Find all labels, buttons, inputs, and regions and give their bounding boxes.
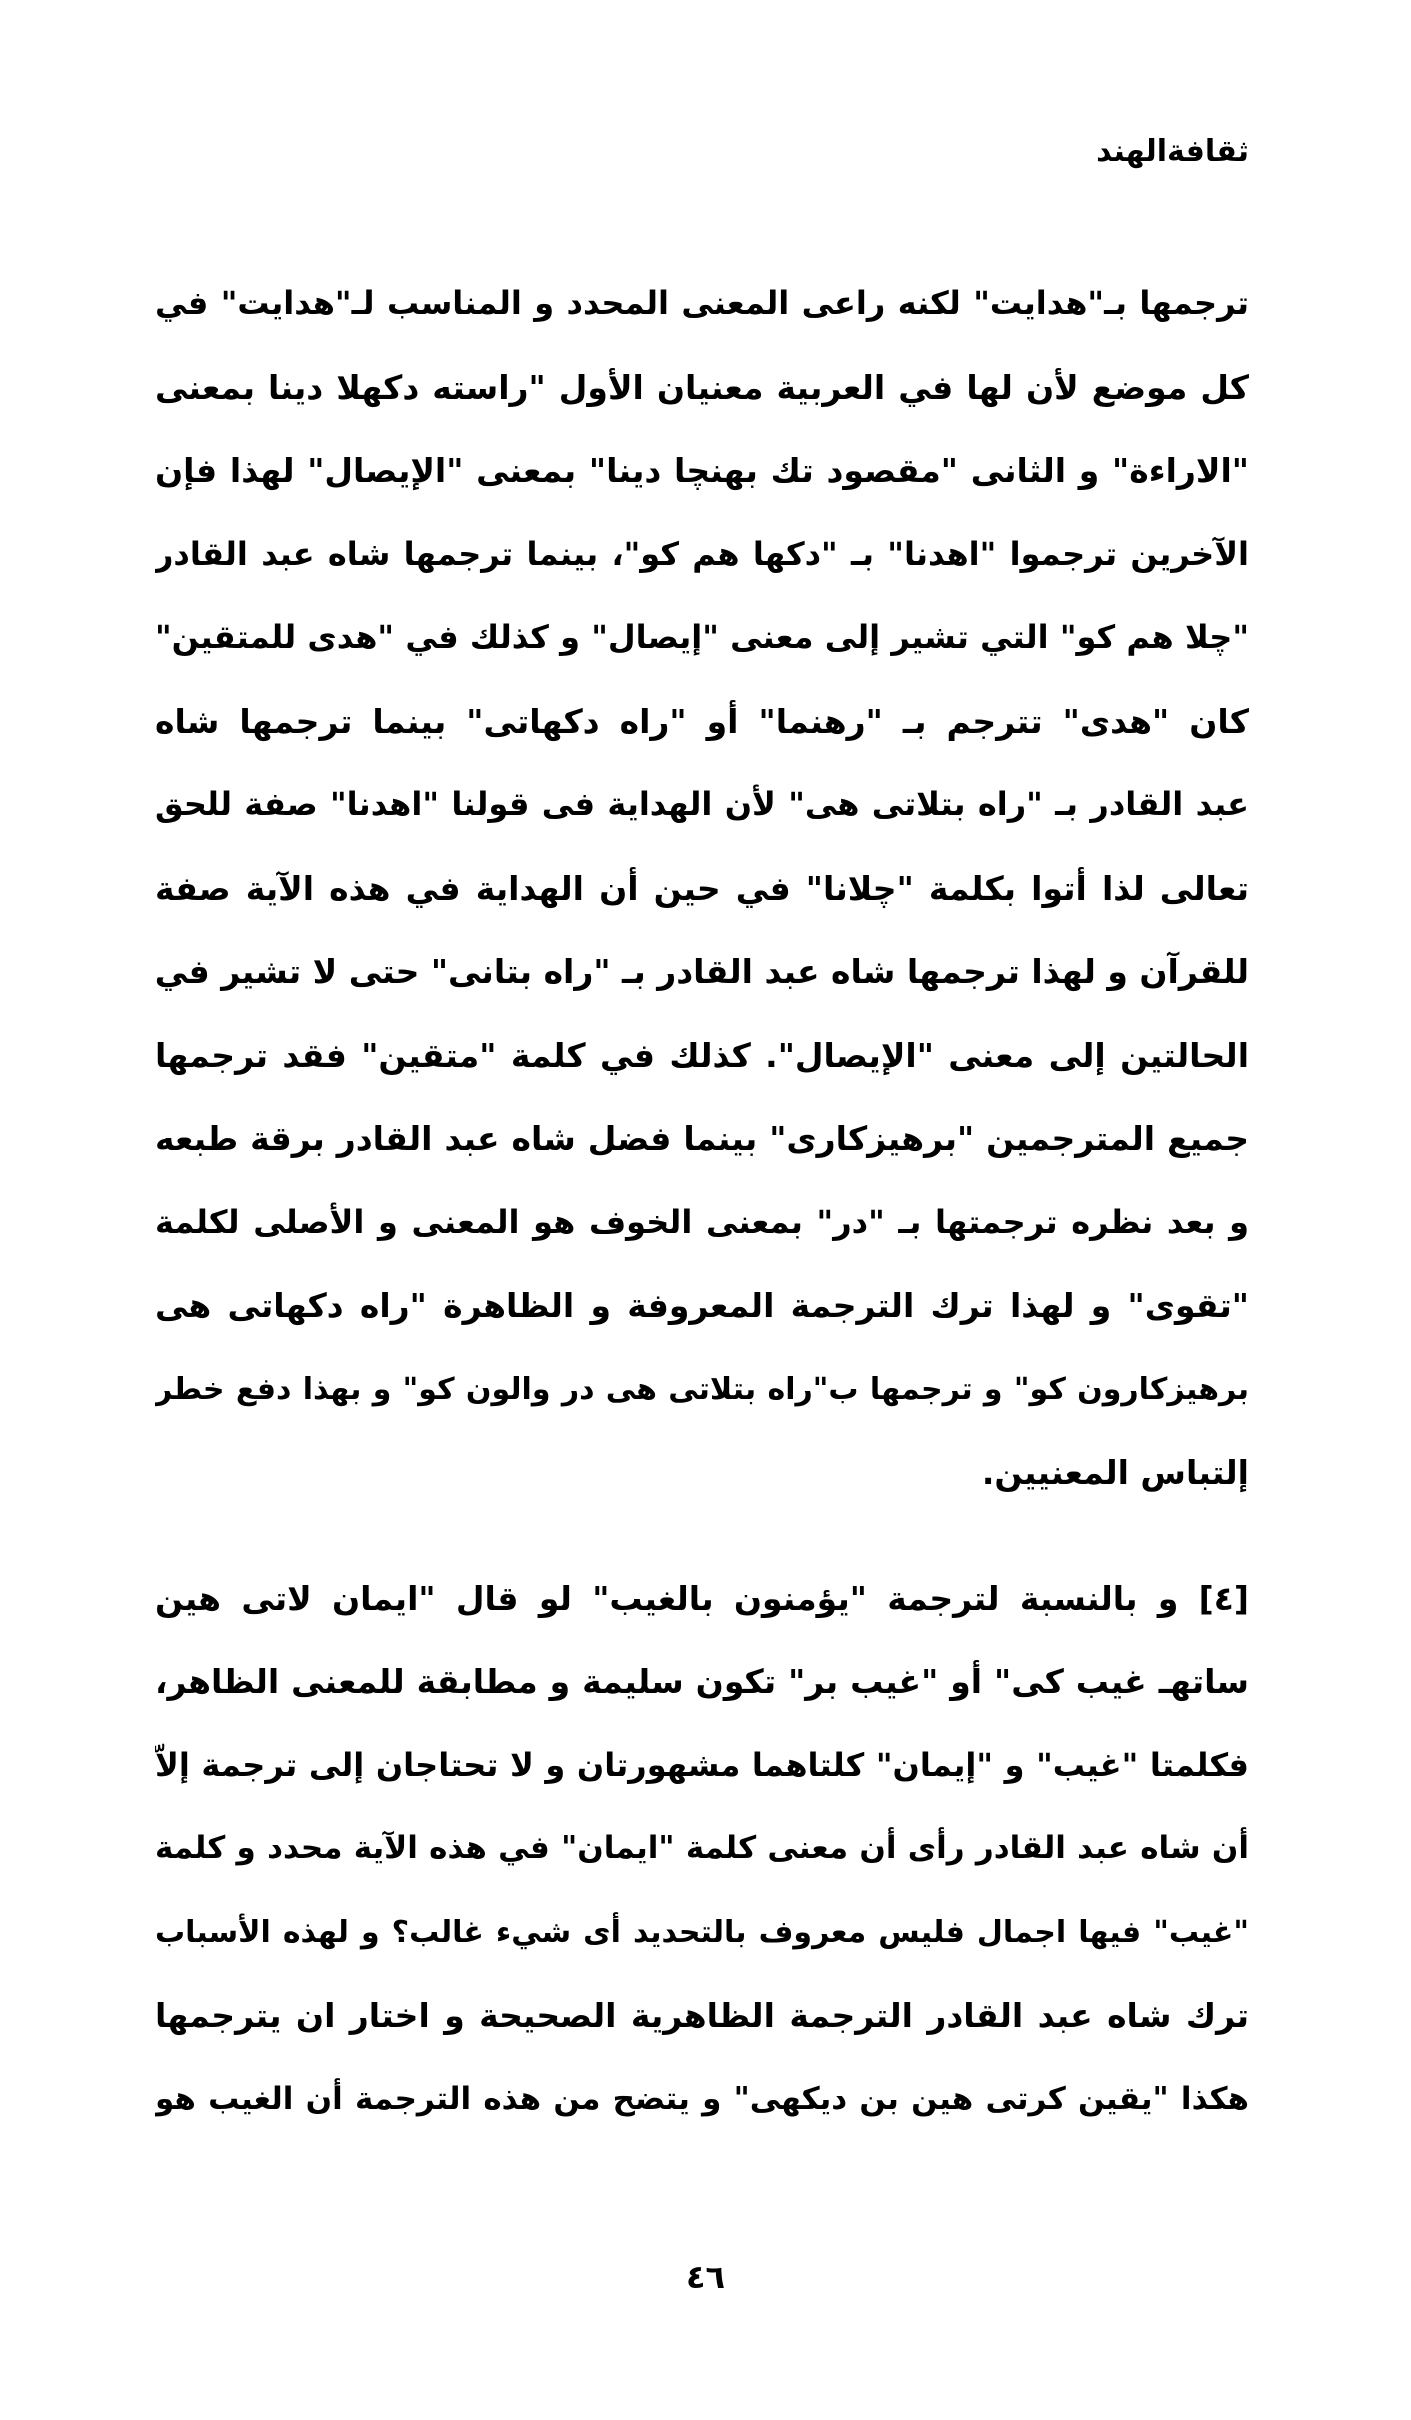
paragraph-gap [155,1515,1249,1557]
text-line: "چلا هم كو" التي تشير إلى معنى "إيصال" و كذلك في "هدى للمتقين" [155,618,1249,656]
text-line: برهيزكارون كو" و ترجمها ب"راه بتلاتى هى در والون كو" و بهذا دفع خطر [155,1371,1249,1407]
body-text [155,262,1249,2141]
text-line: هكذا "يقين كرتى هين بن ديكهى" و يتضح من هذه الترجمة أن الغيب هو [155,2080,1249,2117]
text-line: "الاراءة" و الثانى "مقصود تك بهنچا دينا" بمعنى "الإيصال" لهذا فإن [155,451,1249,490]
text-line: أن شاه عبد القادر رأى أن معنى كلمة "ايمان" في هذه الآية محدد و كلمة [155,1830,1249,1866]
text-line: ساتهـ غيب كى" أو "غيب بر" تكون سليمة و مطابقة للمعنى الظاهر، [155,1662,1249,1701]
paragraph-1 [155,262,1249,1515]
text-line: كان "هدى" تترجم بـ "رهنما" أو "راه دكهاتى" بينما ترجمها شاه [155,701,1249,741]
text-line: "تقوى" و لهذا ترك الترجمة المعروفة و الظاهرة "راه دكهاتى هى [155,1286,1249,1325]
text-line: إلتباس المعنيين. [981,1453,1249,1492]
text-line: الآخرين ترجموا "اهدنا" بـ "دكها هم كو"، بينما ترجمها شاه عبد القادر [155,534,1249,573]
text-line: الحالتين إلى معنى "الإيصال". كذلك في كلمة "متقين" فقد ترجمها [155,1035,1249,1075]
text-line: تعالى لذا أتوا بكلمة "چلانا" في حين أن الهداية في هذه الآية صفة [155,868,1249,908]
page-number: ٤٦ [685,2258,726,2296]
text-line: فكلمتا "غيب" و "إيمان" كلتاهما مشهورتان و لا تحتاجان إلى ترجمة إلاّ [155,1745,1249,1784]
text-line: [٤] و بالنسبة لترجمة "يؤمنون بالغيب" لو قال "ايمان لاتى هين [155,1578,1249,1618]
running-header: ثقافةالهند [1096,134,1249,169]
text-line: و بعد نظره ترجمتها بـ "در" بمعنى الخوف هو المعنى و الأصلى لكلمة [155,1202,1249,1241]
text-line: جميع المترجمين "برهيزكارى" بينما فضل شاه عبد القادر برقة طبعه [155,1119,1249,1158]
paragraph-2 [155,1557,1249,2142]
text-line: للقرآن و لهذا ترجمها شاه عبد القادر بـ "راه بتانى" حتى لا تشير في [155,952,1249,991]
text-line: "غيب" فيها اجمال فليس معروف بالتحديد أى شيء غالب؟ و لهذه الأسباب [155,1914,1249,1950]
text-line: عبد القادر بـ "راه بتلاتى هى" لأن الهداية فى قولنا "اهدنا" صفة للحق [155,785,1249,823]
text-line: كل موضع لأن لها في العربية معنيان الأول "راسته دكهلا دينا بمعنى [155,367,1249,407]
text-line: ترجمها بـ"هدايت" لكنه راعى المعنى المحدد و المناسب لـ"هدايت" في [155,284,1249,322]
text-line: ترك شاه عبد القادر الترجمة الظاهرية الصحيحة و اختار ان يترجمها [155,1996,1249,2035]
